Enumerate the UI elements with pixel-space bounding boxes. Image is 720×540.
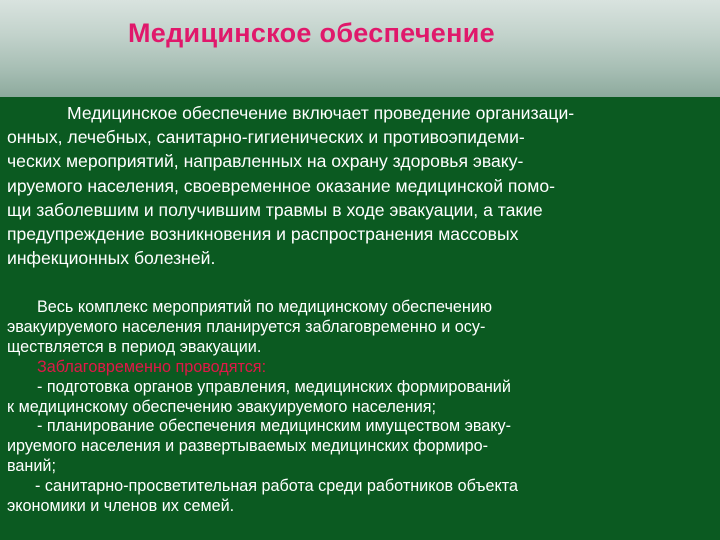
text-line: ваний;	[7, 457, 56, 476]
slide-title: Медицинское обеспечение	[128, 18, 495, 48]
text-line: онных, лечебных, санитарно-гигиенических и противоэпидеми-	[7, 127, 525, 148]
text-line: ческих мероприятий, направленных на охрану здоровья эваку-	[7, 151, 524, 172]
text-line: инфекционных болезней.	[7, 248, 216, 269]
paragraph-intro	[7, 101, 715, 270]
text-line: щи заболевшим и получившим травмы в ходе эвакуации, а такие	[7, 199, 543, 220]
list-item: - подготовка органов управления, медицинских формирований	[37, 377, 511, 396]
text-line: Медицинское обеспечение включает проведение организаци-	[67, 103, 575, 123]
title-banner	[0, 0, 720, 97]
list-item: - планирование обеспечения медицинским имуществом эваку-	[37, 417, 512, 436]
text-line: к медицинскому обеспечению эвакуируемого населения;	[7, 397, 437, 416]
paragraph-measures	[7, 298, 715, 517]
text-line: ируемого населения, своевременное оказание медицинской помо-	[7, 175, 555, 196]
text-line: предупреждение возникновения и распространения массовых	[7, 224, 519, 245]
text-line: эвакуируемого населения планируется заблаговременно и осу-	[7, 317, 486, 336]
text-line: ируемого населения и развертываемых медицинских формиро-	[7, 437, 489, 456]
text-line: ществляется в период эвакуации.	[7, 337, 262, 356]
text-line: экономики и членов их семей.	[7, 497, 235, 516]
highlight-heading: Заблаговременно проводятся:	[37, 357, 267, 376]
text-line: Весь комплекс мероприятий по медицинскому обеспечению	[37, 298, 493, 316]
list-item: - санитарно-просветительная работа среди работников объекта	[35, 477, 518, 496]
